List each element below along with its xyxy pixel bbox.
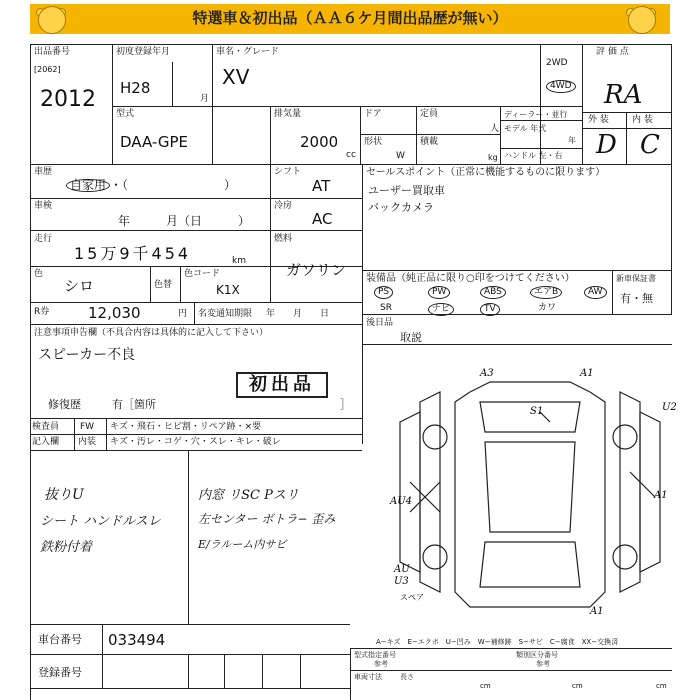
damage-mark: U3 xyxy=(394,576,409,587)
notes-line: スピーカー不良 xyxy=(38,347,136,363)
damage-mark: AU xyxy=(394,564,410,575)
inspector-note: 左センター ボトラ− 歪み xyxy=(198,512,336,526)
first-reg-label: 初度登録年月 xyxy=(116,47,171,57)
history-label: 車歴 xyxy=(34,167,53,177)
handle-label: ハンドル 左・右 xyxy=(504,151,563,160)
inspector-note: 内窓 リSC Pスリ xyxy=(198,488,299,503)
inspector-note: 抜りU xyxy=(44,487,84,503)
inspection-label: 車検 xyxy=(34,201,53,211)
history-value: 自家用 ・（ ） xyxy=(66,178,236,192)
legend-ref: 参考 xyxy=(536,660,550,668)
model-year-unit: 年 xyxy=(568,136,576,145)
recycle-label: R券 xyxy=(34,307,50,317)
grade-value: RA xyxy=(604,80,643,110)
sales-point-line: ユーザー買取車 xyxy=(368,184,445,197)
fw-items: キズ・飛石・ヒビ割・リペア跡・×要 xyxy=(110,422,262,432)
drive-2wd: 2WD xyxy=(546,58,568,68)
equipment-airbag: エアB xyxy=(530,286,562,299)
inspector-label: 検査員 xyxy=(32,422,60,432)
listing-number: 2012 xyxy=(40,87,96,112)
grade-label: 評 価 点 xyxy=(596,47,629,57)
shift-value: AT xyxy=(312,177,331,195)
recycle-unit: 円 xyxy=(178,309,188,319)
inspector-note: シート ハンドルスレ xyxy=(40,514,161,529)
sales-points-label: セールスポイント（正常に機能するものに限ります） xyxy=(366,167,606,178)
back-items-label: 後日品 xyxy=(366,318,394,328)
inspection-value: 年 月（日 ） xyxy=(118,214,251,228)
fuel-value: ガソリン xyxy=(286,261,347,279)
mascot-left-icon xyxy=(38,6,66,34)
inspector-note: E/ラルーム内サビ xyxy=(198,538,287,551)
mileage-value: 15万9千454 xyxy=(74,244,192,263)
exterior-value: D xyxy=(596,130,617,160)
recycle-value: 12,030 xyxy=(88,304,141,322)
shape-value: W xyxy=(396,151,405,161)
legend-ref: 参考 xyxy=(374,660,388,668)
damage-mark: AU4 xyxy=(390,496,413,507)
legend-dimensions: 車両寸法 xyxy=(354,673,382,681)
repair-close: ］ xyxy=(340,398,351,411)
registration-label: 登録番号 xyxy=(38,666,82,679)
listing-number-label: 出品番号 xyxy=(34,47,71,57)
type-label: 型式 xyxy=(116,109,135,119)
inner-items: キズ・汚レ・コゲ・穴・スレ・キレ・破レ xyxy=(110,437,281,447)
exterior-label: 外 装 xyxy=(588,115,609,125)
displacement-value: 2000 xyxy=(300,133,339,151)
color-code-label: 色コード xyxy=(184,269,221,279)
car-damage-diagram xyxy=(380,362,680,632)
damage-mark: S1 xyxy=(530,406,544,417)
first-reg-value: H28 xyxy=(120,79,151,97)
inspector-note: 鉄粉付着 xyxy=(40,540,93,555)
banner-title: 特選車＆初出品（ＡＡ６ケ月間出品歴が無い） xyxy=(192,10,508,27)
legend-unit: cm xyxy=(480,682,491,690)
chassis-label: 車台番号 xyxy=(38,633,82,646)
equipment-label: 装備品（純正品に限り○印をつけてください） xyxy=(366,273,575,284)
inner-label: 内装 xyxy=(78,437,97,447)
back-items-value: 取説 xyxy=(400,331,422,344)
listing-number-small: [2062] xyxy=(34,65,61,74)
equipment-pw: PW xyxy=(428,286,450,299)
color-label: 色 xyxy=(34,269,44,279)
displacement-unit: cc xyxy=(346,150,356,160)
address-value: 年 月 日 xyxy=(266,309,330,319)
shift-label: シフト xyxy=(274,167,302,177)
interior-label: 内 装 xyxy=(632,115,653,125)
spare-label: スペア xyxy=(400,593,424,602)
shape-label: 形状 xyxy=(364,137,383,147)
capacity-unit: 人 xyxy=(490,124,500,134)
doors-label: ドア xyxy=(364,109,382,119)
chassis-value: 033494 xyxy=(108,631,166,649)
first-reg-month: 月 xyxy=(200,94,210,104)
type-value: DAA-GPE xyxy=(120,133,189,151)
damage-mark: A1 xyxy=(580,368,594,379)
mileage-unit: km xyxy=(232,256,246,266)
mascot-right-icon xyxy=(628,6,656,34)
address-label: 名変通知期限 xyxy=(198,309,253,319)
first-listing-stamp: 初出品 xyxy=(236,372,328,398)
model-label: 車名・グレード xyxy=(216,47,280,57)
ac-label: 冷房 xyxy=(274,201,293,211)
ac-value: AC xyxy=(312,210,333,228)
drive-4wd: 4WD xyxy=(546,80,576,93)
equipment-ps: PS xyxy=(374,286,393,299)
displacement-label: 排気量 xyxy=(274,109,302,119)
interior-value: C xyxy=(640,130,660,160)
repair-value: 有［箇所 xyxy=(112,398,156,411)
damage-mark: U2 xyxy=(662,402,677,413)
equipment-abs: ABS xyxy=(480,286,506,299)
legend-model-label: 型式指定番号 xyxy=(354,651,396,659)
damage-mark: A1 xyxy=(590,606,604,617)
damage-legend: A−キズ E−エクボ U−凹み W−補修跡 S−サビ C−腐食 XX−交換済 xyxy=(376,638,619,646)
equipment-sr: SR xyxy=(380,303,392,313)
warranty-label: 新車保証書 xyxy=(616,274,656,283)
dealer-label: ディーラー・並行 xyxy=(504,110,568,119)
load-unit: kg xyxy=(488,153,498,162)
equipment-leather: カワ xyxy=(538,303,557,313)
warranty-value: 有・無 xyxy=(620,292,653,305)
load-label: 積載 xyxy=(420,137,439,147)
damage-mark: A3 xyxy=(480,368,494,379)
equipment-tv: TV xyxy=(480,303,500,316)
color-value: シロ xyxy=(64,277,95,295)
color-change-label: 色替 xyxy=(154,280,173,290)
legend-length: 長さ xyxy=(400,673,414,681)
mileage-label: 走行 xyxy=(34,234,53,244)
equipment-navi: ナビ xyxy=(428,303,454,316)
damage-mark: A1 xyxy=(654,490,668,501)
color-code-value: K1X xyxy=(216,283,240,297)
fw-label: FW xyxy=(80,422,95,432)
legend-unit: cm xyxy=(656,682,667,690)
model-year-label: モデル 年式 xyxy=(504,124,547,133)
repair-label: 修復歴 xyxy=(48,398,81,411)
capacity-label: 定員 xyxy=(420,109,439,119)
fuel-label: 燃料 xyxy=(274,234,293,244)
notes-label: 注意事項申告欄（不具合内容は具体的に記入して下さい） xyxy=(34,328,269,338)
equipment-aw: AW xyxy=(584,286,607,299)
legend-category-label: 類別区分番号 xyxy=(516,651,558,659)
legend-unit: cm xyxy=(572,682,583,690)
model-value: XV xyxy=(222,65,250,89)
sales-point-line: バックカメラ xyxy=(368,201,434,214)
inspector-label: 記入欄 xyxy=(32,437,60,447)
